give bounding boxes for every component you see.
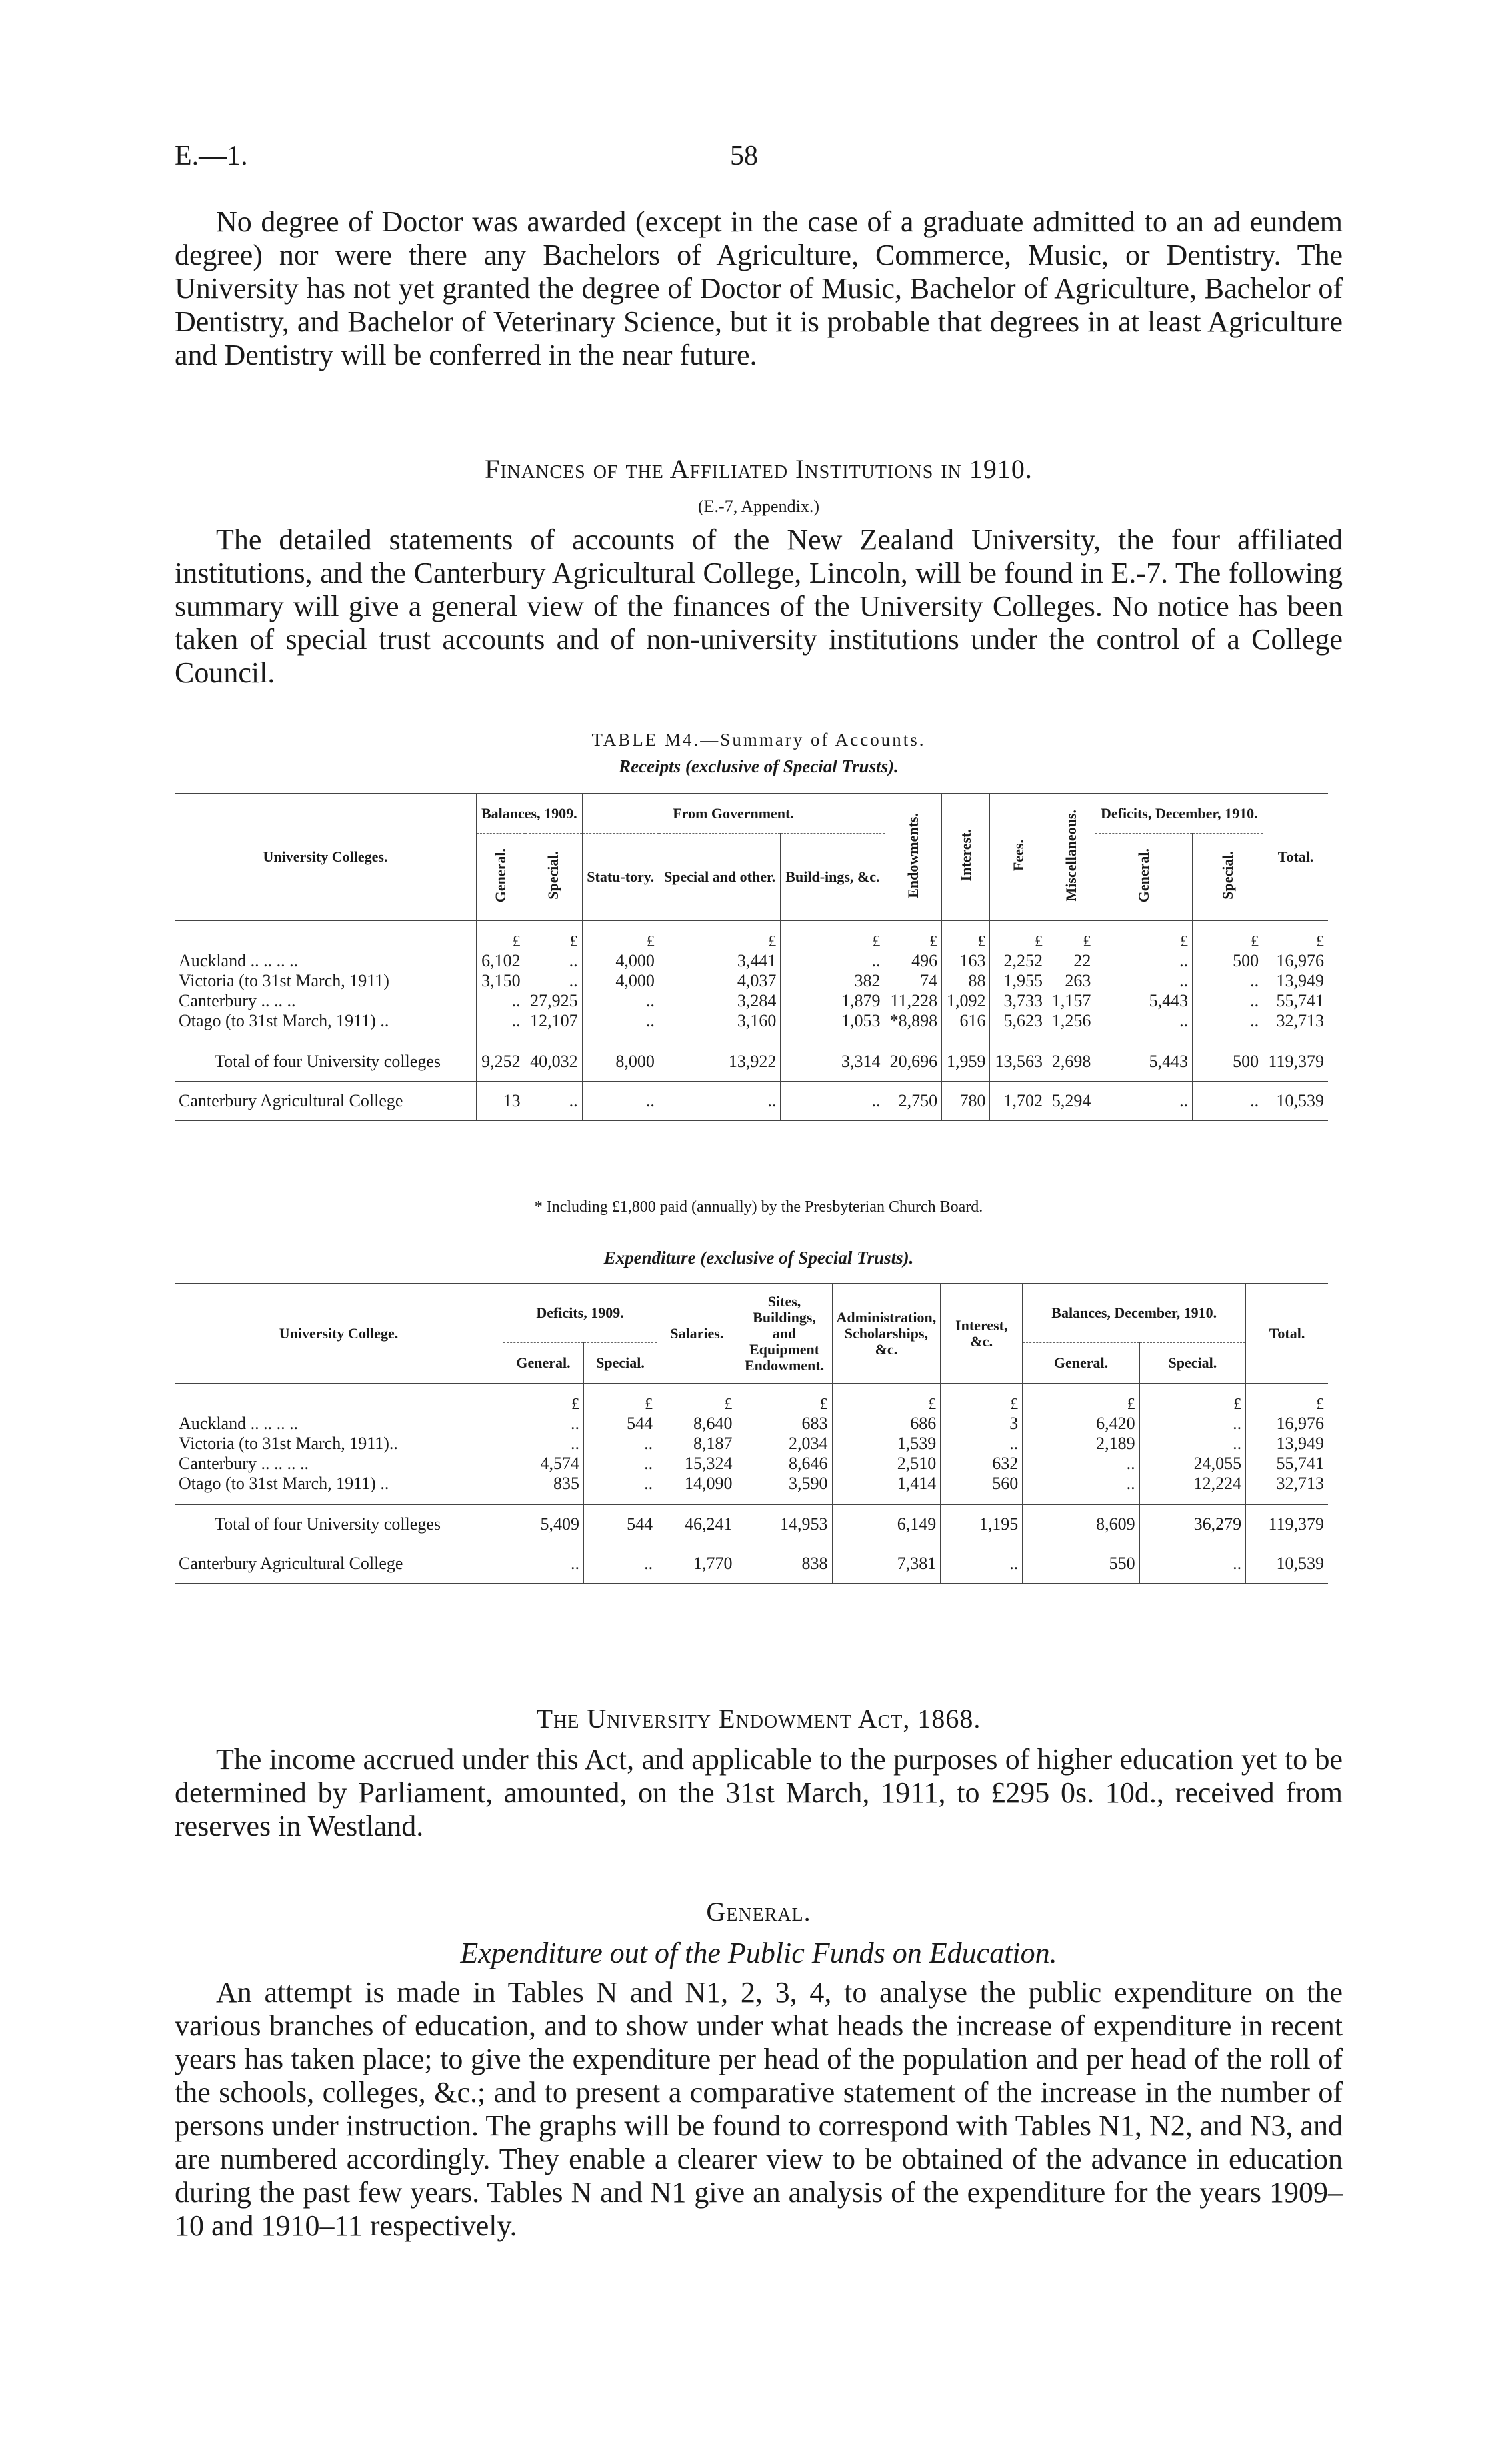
exp-col-admin: Administration, Scholarships, &c.	[832, 1284, 941, 1384]
general-subheading: Expenditure out of the Public Funds on Education.	[460, 1937, 1057, 1969]
receipts-col-deficits: Deficits, December, 1910.	[1095, 794, 1263, 834]
table-caption: TABLE M4.—Summary of Accounts.	[591, 730, 926, 750]
cell-value: 3,284	[659, 991, 781, 1011]
cell-value: 1,770	[657, 1544, 737, 1584]
cell-value: 5,443	[1095, 991, 1193, 1011]
row-label: Total of four University colleges	[175, 1042, 477, 1082]
cell-value: 11,228	[885, 991, 942, 1011]
general-heading: General.	[706, 1897, 811, 1927]
unit: £	[1047, 921, 1095, 952]
endowment-heading: The University Endowment Act, 1868.	[536, 1704, 981, 1734]
exp-col-balances: Balances, December, 1910.	[1023, 1284, 1246, 1343]
cell-value: ..	[584, 1474, 657, 1505]
unit: £	[477, 921, 525, 952]
cell-value: 1,256	[1047, 1011, 1095, 1042]
cell-value: ..	[781, 951, 885, 971]
cell-value: 4,000	[582, 971, 659, 991]
cell-value: ..	[503, 1434, 584, 1454]
cell-value: 544	[584, 1505, 657, 1544]
cell-value: 1,414	[832, 1474, 941, 1505]
cell-value: 2,189	[1023, 1434, 1139, 1454]
unit: £	[1263, 921, 1328, 952]
cell-value: 3	[941, 1414, 1023, 1434]
cell-value: 163	[942, 951, 990, 971]
exp-col-bal-general: General.	[1023, 1343, 1139, 1384]
cell-value: 780	[942, 1082, 990, 1121]
cell-value: 500	[1193, 951, 1263, 971]
exp-col-sites: Sites, Buildings, and Equipment Endowment.	[737, 1284, 832, 1384]
cell-value: 2,252	[990, 951, 1047, 971]
cell-value: 32,713	[1246, 1474, 1328, 1505]
row-label: Canterbury .. .. ..	[179, 991, 296, 1010]
row-label: Auckland .. .. .. ..	[179, 1414, 299, 1433]
cell-value: ..	[1193, 1082, 1263, 1121]
cell-value: ..	[1095, 1082, 1193, 1121]
unit: £	[1193, 921, 1263, 952]
row-label: Otago (to 31st March, 1911) ..	[179, 1011, 389, 1030]
receipts-col-bal-general: General.	[491, 848, 509, 903]
cell-value: 1,879	[781, 991, 885, 1011]
cell-value: 1,955	[990, 971, 1047, 991]
unit: £	[885, 921, 942, 952]
expenditure-table	[175, 1283, 1328, 1584]
receipts-col-special-other: Special and other.	[659, 834, 781, 921]
total-row	[175, 1505, 1328, 1544]
receipts-col-buildings: Build-ings, &c.	[781, 834, 885, 921]
table-row	[175, 971, 1328, 991]
row-label: Otago (to 31st March, 1911) ..	[179, 1474, 389, 1493]
cell-value: 13,949	[1263, 971, 1328, 991]
cell-value: 13,563	[990, 1042, 1047, 1082]
unit: £	[503, 1384, 584, 1414]
cell-value: 500	[1193, 1042, 1263, 1082]
cell-value: 13,949	[1246, 1434, 1328, 1454]
cell-value: ..	[1193, 971, 1263, 991]
receipts-col-endowments: Endowments.	[904, 812, 921, 898]
cell-value: 2,750	[885, 1082, 942, 1121]
cell-value: 8,646	[737, 1454, 832, 1474]
unit: £	[659, 921, 781, 952]
cell-value: 9,252	[477, 1042, 525, 1082]
cell-value: 3,150	[477, 971, 525, 991]
cell-value: 5,623	[990, 1011, 1047, 1042]
cell-value: 12,107	[525, 1011, 582, 1042]
cell-value: 55,741	[1263, 991, 1328, 1011]
cell-value: 40,032	[525, 1042, 582, 1082]
cell-value: 16,976	[1246, 1414, 1328, 1434]
cell-value: 5,443	[1095, 1042, 1193, 1082]
cell-value: 4,574	[503, 1454, 584, 1474]
expenditure-rows	[175, 1414, 1328, 1584]
cell-value: 632	[941, 1454, 1023, 1474]
finances-note: (E.-7, Appendix.)	[698, 497, 819, 516]
row-label: Canterbury Agricultural College	[175, 1082, 477, 1121]
cell-value: ..	[1139, 1414, 1246, 1434]
cell-value: ..	[582, 991, 659, 1011]
cell-value: 8,640	[657, 1414, 737, 1434]
cell-value: 6,102	[477, 951, 525, 971]
cell-value: ..	[941, 1434, 1023, 1454]
cell-value: 8,000	[582, 1042, 659, 1082]
cell-value: ..	[1095, 951, 1193, 971]
finances-paragraph	[175, 523, 1343, 690]
table-row	[175, 951, 1328, 971]
exp-col-bal-special: Special.	[1139, 1343, 1246, 1384]
unit: £	[525, 921, 582, 952]
cell-value: ..	[1193, 1011, 1263, 1042]
cell-value: ..	[1095, 971, 1193, 991]
cell-value: ..	[1095, 1011, 1193, 1042]
cell-value: ..	[1023, 1474, 1139, 1505]
receipts-col-total: Total.	[1263, 794, 1328, 921]
exp-col-college: University College.	[175, 1284, 503, 1384]
cell-value: 686	[832, 1414, 941, 1434]
unit: £	[657, 1384, 737, 1414]
cell-value: 8,187	[657, 1434, 737, 1454]
unit: £	[582, 921, 659, 952]
receipts-rows	[175, 951, 1328, 1121]
row-label: Total of four University colleges	[175, 1505, 503, 1544]
cell-value: 22	[1047, 951, 1095, 971]
unit: £	[832, 1384, 941, 1414]
table-row	[175, 991, 1328, 1011]
cell-value: 3,733	[990, 991, 1047, 1011]
receipts-col-government: From Government.	[582, 794, 885, 834]
unit: £	[1246, 1384, 1328, 1414]
receipts-col-def-general: General.	[1135, 848, 1152, 903]
finances-text: The detailed statements of accounts of the New Zealand University, the four affiliated institutions, and the Canterbury Agricultural College, Lincoln, will be found in E.-7. The following summary will give a general view of the finances of the University Colleges. No notice has been taken of special trust accounts and of non-university institutions under the control of a College Council.	[175, 523, 1343, 689]
cell-value: 10,539	[1246, 1544, 1328, 1584]
unit: £	[941, 1384, 1023, 1414]
cell-value: 3,314	[781, 1042, 885, 1082]
cell-value: 560	[941, 1474, 1023, 1505]
finances-heading: Finances of the Affiliated Institutions in 1910.	[485, 454, 1033, 484]
intro-paragraph	[175, 205, 1343, 372]
cell-value: 32,713	[1263, 1011, 1328, 1042]
cell-value: 1,539	[832, 1434, 941, 1454]
cell-value: 119,379	[1246, 1505, 1328, 1544]
receipts-col-fees: Fees.	[1009, 839, 1027, 872]
receipts-col-interest: Interest.	[957, 829, 974, 882]
unit: £	[1139, 1384, 1246, 1414]
cell-value: 27,925	[525, 991, 582, 1011]
cell-value: 36,279	[1139, 1505, 1246, 1544]
cell-value: ..	[1139, 1544, 1246, 1584]
cell-value: 46,241	[657, 1505, 737, 1544]
unit: £	[942, 921, 990, 952]
cell-value: ..	[525, 1082, 582, 1121]
cell-value: ..	[525, 951, 582, 971]
exp-col-salaries: Salaries.	[657, 1284, 737, 1384]
cell-value: ..	[659, 1082, 781, 1121]
exp-col-total: Total.	[1246, 1284, 1328, 1384]
cell-value: ..	[1139, 1434, 1246, 1454]
receipts-footnote: * Including £1,800 paid (annually) by the Presbyterian Church Board.	[534, 1198, 983, 1216]
cell-value: 6,420	[1023, 1414, 1139, 1434]
general-text: An attempt is made in Tables N and N1, 2, 3, 4, to analyse the public expenditure on the various branches of education, and to show under what heads the increase of expenditure in recent years has taken place; to give the expenditure per head of the population and per head of the roll of the schools, colleges, &c.; and to present a comparative statement of the increase in the number of persons under instruction. The graphs will be found to correspond with Tables N1, N2, and N3, and are numbered accordingly. They enable a clearer view to be obtained of the advance in education during the past few years. Tables N and N1 give an analysis of the expenditure for the years 1909–10 and 1910–11 respectively.	[175, 1976, 1343, 2242]
cell-value: 1,702	[990, 1082, 1047, 1121]
row-label: Canterbury Agricultural College	[175, 1544, 503, 1584]
cell-value: ..	[503, 1544, 584, 1584]
cell-value: 74	[885, 971, 942, 991]
table-row	[175, 1454, 1328, 1474]
exp-col-def-special: Special.	[584, 1343, 657, 1384]
cell-value: 496	[885, 951, 942, 971]
table-row	[175, 1434, 1328, 1454]
exp-col-interest: Interest, &c.	[941, 1284, 1023, 1384]
cell-value: ..	[582, 1082, 659, 1121]
cell-value: 838	[737, 1544, 832, 1584]
cell-value: 6,149	[832, 1505, 941, 1544]
cell-value: ..	[477, 1011, 525, 1042]
cell-value: 2,034	[737, 1434, 832, 1454]
cell-value: 88	[942, 971, 990, 991]
cell-value: ..	[584, 1454, 657, 1474]
receipts-caption: Receipts (exclusive of Special Trusts).	[619, 756, 899, 776]
endowment-paragraph	[175, 1743, 1343, 1843]
cell-value: 1,157	[1047, 991, 1095, 1011]
row-label: Canterbury .. .. .. ..	[179, 1454, 309, 1473]
endowment-text: The income accrued under this Act, and applicable to the purposes of higher education yet to be determined by Parliament, amounted, on the 31st March, 1911, to £295 0s. 10d., received from reserves in Westland.	[175, 1743, 1343, 1842]
receipts-col-bal-special: Special.	[545, 851, 562, 900]
unit: £	[1023, 1384, 1139, 1414]
exp-col-deficits: Deficits, 1909.	[503, 1284, 657, 1343]
receipts-col-def-special: Special.	[1219, 851, 1236, 900]
cell-value: 4,037	[659, 971, 781, 991]
cell-value: ..	[1023, 1454, 1139, 1474]
cell-value: 2,698	[1047, 1042, 1095, 1082]
intro-text: No degree of Doctor was awarded (except in the case of a graduate admitted to an ad eundem degree) nor were there any Bachelors of Agriculture, Commerce, Music, or Dentistry. The University has not yet granted the degree of Doctor of Music, Bachelor of Agriculture, Bachelor of Dentistry, and Bachelor of Veterinary Science, but it is probable that degrees in at least Agriculture and Dentistry will be conferred in the near future.	[175, 205, 1343, 371]
row-label: Auckland .. .. .. ..	[179, 951, 299, 970]
cell-value: ..	[525, 971, 582, 991]
cell-value: 13,922	[659, 1042, 781, 1082]
receipts-col-college: University Colleges.	[175, 794, 477, 921]
cell-value: ..	[1193, 991, 1263, 1011]
cell-value: *8,898	[885, 1011, 942, 1042]
cell-value: 3,590	[737, 1474, 832, 1505]
unit: £	[990, 921, 1047, 952]
cell-value: 263	[1047, 971, 1095, 991]
receipts-table	[175, 793, 1328, 1121]
cell-value: ..	[503, 1414, 584, 1434]
cell-value: 1,092	[942, 991, 990, 1011]
cell-value: 544	[584, 1414, 657, 1434]
cell-value: 7,381	[832, 1544, 941, 1584]
cell-value: ..	[941, 1544, 1023, 1584]
cell-value: ..	[477, 991, 525, 1011]
cell-value: 5,294	[1047, 1082, 1095, 1121]
cell-value: 835	[503, 1474, 584, 1505]
table-row	[175, 1011, 1328, 1042]
cell-value: 1,053	[781, 1011, 885, 1042]
cell-value: 16,976	[1263, 951, 1328, 971]
exp-col-def-general: General.	[503, 1343, 584, 1384]
cell-value: 1,195	[941, 1505, 1023, 1544]
agricultural-college-row	[175, 1082, 1328, 1121]
cell-value: 13	[477, 1082, 525, 1121]
cell-value: 8,609	[1023, 1505, 1139, 1544]
cell-value: 14,090	[657, 1474, 737, 1505]
table-row	[175, 1414, 1328, 1434]
receipts-col-balances: Balances, 1909.	[477, 794, 583, 834]
cell-value: ..	[781, 1082, 885, 1121]
cell-value: 1,959	[942, 1042, 990, 1082]
cell-value: 12,224	[1139, 1474, 1246, 1505]
unit: £	[737, 1384, 832, 1414]
total-row	[175, 1042, 1328, 1082]
unit: £	[584, 1384, 657, 1414]
cell-value: ..	[582, 1011, 659, 1042]
receipts-col-statutory: Statu-tory.	[582, 834, 659, 921]
cell-value: 20,696	[885, 1042, 942, 1082]
unit: £	[781, 921, 885, 952]
unit: £	[1095, 921, 1193, 952]
cell-value: 3,160	[659, 1011, 781, 1042]
cell-value: 5,409	[503, 1505, 584, 1544]
cell-value: 24,055	[1139, 1454, 1246, 1474]
row-label: Victoria (to 31st March, 1911)	[179, 971, 389, 990]
expenditure-caption: Expenditure (exclusive of Special Trusts).	[603, 1248, 914, 1268]
page-number: 58	[730, 141, 758, 171]
cell-value: 119,379	[1263, 1042, 1328, 1082]
document-reference: E.—1.	[175, 141, 248, 171]
general-paragraph	[175, 1976, 1343, 2243]
cell-value: 15,324	[657, 1454, 737, 1474]
cell-value: 55,741	[1246, 1454, 1328, 1474]
cell-value: ..	[584, 1434, 657, 1454]
cell-value: 4,000	[582, 951, 659, 971]
cell-value: 10,539	[1263, 1082, 1328, 1121]
row-label: Victoria (to 31st March, 1911)..	[179, 1434, 398, 1453]
receipts-col-misc: Miscellaneous.	[1062, 809, 1079, 902]
table-row	[175, 1474, 1328, 1505]
agricultural-college-row	[175, 1544, 1328, 1584]
cell-value: 382	[781, 971, 885, 991]
cell-value: 550	[1023, 1544, 1139, 1584]
cell-value: 683	[737, 1414, 832, 1434]
cell-value: ..	[584, 1544, 657, 1584]
cell-value: 3,441	[659, 951, 781, 971]
cell-value: 14,953	[737, 1505, 832, 1544]
cell-value: 2,510	[832, 1454, 941, 1474]
cell-value: 616	[942, 1011, 990, 1042]
